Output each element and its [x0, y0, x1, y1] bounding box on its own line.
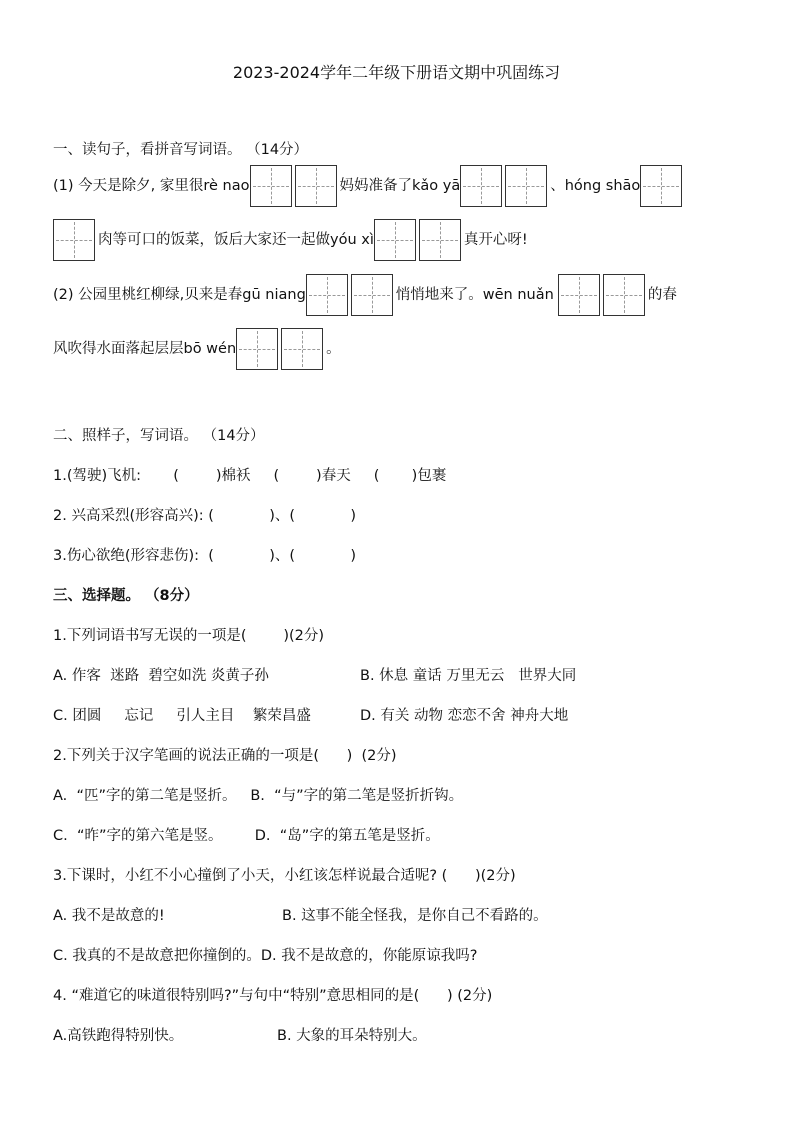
writing-grid-youxi[interactable] — [374, 218, 464, 262]
text: 悄悄地来了。 — [395, 287, 483, 303]
section1-line1 — [53, 164, 685, 208]
writing-box[interactable] — [236, 328, 278, 370]
section1-heading: 一、读句子，看拼音写词语。 （14分） — [53, 142, 309, 158]
section3-q3-option-a[interactable]: A. 我不是故意的! — [53, 908, 165, 924]
writing-grid-hongshao-1[interactable] — [640, 164, 685, 208]
section3-q1-option-c[interactable]: C. 团圆 忘记 引人主目 繁荣昌盛 — [53, 708, 311, 724]
text: 的春 — [647, 287, 677, 303]
writing-box[interactable] — [295, 165, 337, 207]
writing-grid-guniang[interactable] — [306, 273, 396, 317]
section3-q1-option-a[interactable]: A. 作客 迷路 碧空如洗 炎黄子孙 — [53, 668, 269, 684]
writing-box[interactable] — [53, 219, 95, 261]
section3-q2-options-cd[interactable]: C. “昨”字的第六笔是竖。 D. “岛”字的第五笔是竖折。 — [53, 828, 440, 844]
section3-q3-option-b[interactable]: B. 这事不能全怪我，是你自己不看路的。 — [282, 908, 548, 924]
pinyin-guniang: gū niang — [242, 287, 306, 303]
writing-grid-hongshao-2[interactable] — [53, 218, 98, 262]
section3-q3-options-cd[interactable]: C. 我真的不是故意把你撞倒的。D. 我不是故意的，你能原谅我吗? — [53, 948, 478, 964]
writing-box[interactable] — [505, 165, 547, 207]
section3-q4-option-a[interactable]: A.高铁跑得特别快。 — [53, 1028, 184, 1044]
writing-box[interactable] — [281, 328, 323, 370]
text: (1) 今天是除夕, 家里很 — [53, 178, 204, 194]
pinyin-wennuan: wēn nuǎn — [482, 287, 554, 303]
writing-box[interactable] — [306, 274, 348, 316]
section2-q1[interactable]: 1.(驾驶)飞机: ( )棉袄 ( )春天 ( )包裹 — [53, 468, 447, 484]
section2-q3[interactable]: 3.伤心欲绝(形容悲伤): ( )、( ) — [53, 548, 356, 564]
section2-heading: 二、照样子，写词语。 （14分） — [53, 428, 265, 444]
text: 。 — [326, 341, 341, 357]
section1-line2 — [53, 218, 528, 262]
section2-q2[interactable]: 2. 兴高采烈(形容高兴): ( )、( ) — [53, 508, 356, 524]
writing-grid-bowen[interactable] — [236, 327, 326, 371]
section3-q3: 3.下课时，小红不小心撞倒了小天，小红该怎样说最合适呢? ( )(2分) — [53, 868, 516, 884]
writing-box[interactable] — [460, 165, 502, 207]
text: (2) 公园里桃红柳绿,贝来是春 — [53, 287, 243, 303]
writing-box[interactable] — [250, 165, 292, 207]
writing-box[interactable] — [558, 274, 600, 316]
section3-q1-option-b[interactable]: B. 休息 童话 万里无云 世界大同 — [360, 668, 577, 684]
writing-box[interactable] — [351, 274, 393, 316]
section3-q4: 4. “难道它的味道很特别吗?”与句中“特别”意思相同的是( ) (2分) — [53, 988, 493, 1004]
section3-q4-option-b[interactable]: B. 大象的耳朵特别大。 — [277, 1028, 427, 1044]
writing-box[interactable] — [374, 219, 416, 261]
writing-box[interactable] — [603, 274, 645, 316]
section3-q1: 1.下列词语书写无误的一项是( )(2分) — [53, 628, 325, 644]
text: 肉等可口的饭菜，饭后大家还一起做 — [98, 232, 330, 248]
section3-heading: 三、选择题。 （8分） — [53, 588, 199, 604]
section3-q1-option-d[interactable]: D. 有关 动物 恋恋不舍 神舟大地 — [360, 708, 569, 724]
page-title: 2023-2024学年二年级下册语文期中巩固练习 — [232, 63, 561, 82]
section3-q2: 2.下列关于汉字笔画的说法正确的一项是( ) (2分) — [53, 748, 397, 764]
text: 、 — [550, 178, 565, 194]
pinyin-renao: rè nao — [203, 178, 250, 194]
writing-box[interactable] — [640, 165, 682, 207]
text: 妈妈准备了 — [339, 178, 412, 194]
section1-line4 — [53, 327, 341, 371]
text: 风吹得水面落起层层 — [53, 341, 184, 357]
writing-grid-kaoya[interactable] — [460, 164, 550, 208]
pinyin-kaoya: kǎo yā — [412, 178, 461, 194]
writing-grid-wennuan[interactable] — [558, 273, 648, 317]
writing-box[interactable] — [419, 219, 461, 261]
pinyin-hongshao: hóng shāo — [564, 178, 641, 194]
pinyin-bowen: bō wén — [183, 341, 237, 357]
writing-grid-renao[interactable] — [250, 164, 340, 208]
section3-q2-options-ab[interactable]: A. “匹”字的第二笔是竖折。 B. “与”字的第二笔是竖折折钩。 — [53, 788, 464, 804]
text: 真开心呀! — [463, 232, 528, 248]
pinyin-youxi: yóu xì — [330, 232, 374, 248]
section1-line3 — [53, 273, 677, 317]
